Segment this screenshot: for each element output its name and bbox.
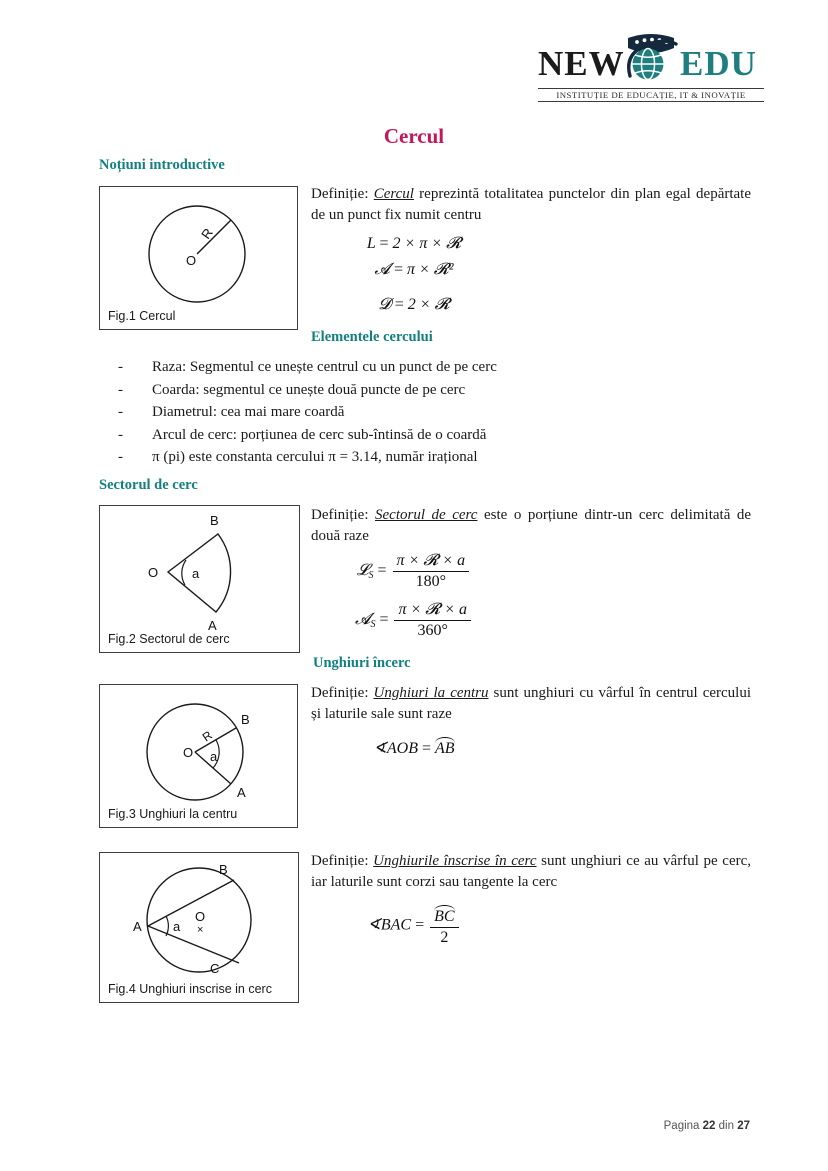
arc-overline (434, 905, 454, 911)
figure-3-point-a: A (237, 785, 246, 800)
definition-cercul (311, 184, 751, 226)
globe-shield-icon (616, 32, 686, 86)
definition-body-4: sunt unghiuri ce au vârful pe cerc, iar laturile sunt corzi sau tangente la cerc (311, 853, 752, 890)
figure-4-point-c: C (210, 961, 220, 976)
figure-4-point-a: A (133, 919, 142, 934)
formula-sector-area-lhs: 𝓐 (354, 611, 371, 629)
list-item-label: Diametrul: cea mai mare coardă (152, 404, 345, 421)
definition-sectorul-de-cerc (311, 505, 751, 547)
arc-overline (435, 737, 455, 743)
formula-sector-length-sub: S (368, 570, 374, 582)
list-item-label: Raza: Segmentul ce unește centrul cu un punct de pe cerc (152, 359, 497, 375)
footer-total-pages: 27 (737, 1120, 750, 1132)
definition-term-unghiuri-centru: Unghiuri la centru (373, 685, 489, 701)
definition-term-cercul: Cercul (373, 186, 414, 202)
section-heading-unghiuri-incerc: Unghiuri încerc (313, 655, 411, 671)
elements-list (110, 356, 730, 469)
figure-1-center-label: O (186, 253, 197, 268)
formula-diameter-lhs: 𝓓 (378, 296, 391, 313)
figure-4-caption: Fig.4 Unghiuri inscrise in cerc (108, 982, 272, 996)
formula-diameter-rhs: 2 × 𝓡 (407, 296, 450, 313)
formula-area: 𝓐 = π × 𝓡² (374, 261, 454, 278)
figure-3-center-label: O (183, 745, 194, 760)
formula-sector-area: 𝓐$_S$ = $\frac{\text{π × 𝓡 × a}}{360^\circ}$ (0, 601, 828, 640)
formula-central-angle-arc (435, 737, 455, 758)
formula-sector-length: 𝓛$_S$ = $\frac{\text{π × 𝓡 × a}}{180^\circ}$ (0, 552, 828, 591)
figure-2-point-a: A (208, 618, 217, 633)
formula-sector-area-sub: S (370, 619, 376, 631)
definition-unghiuri-inscrise (311, 851, 751, 893)
page-footer (664, 1120, 750, 1132)
formula-inscribed-angle-lhs: ∢BAC (367, 916, 412, 934)
figure-2-center-label: O (148, 565, 159, 580)
figure-4-point-b: B (219, 862, 228, 877)
logo-word-edu: EDU (680, 44, 757, 83)
list-bullet: - (118, 381, 123, 398)
figure-3-point-b: B (241, 712, 250, 727)
formula-area-rhs: π × 𝓡² (406, 261, 454, 278)
formula-sector-length-fraction (393, 552, 470, 591)
definition-label-4: Definiție: (311, 853, 369, 869)
formula-central-angle-lhs: ∢AOB (373, 740, 418, 757)
formula-circumference-lhs: L (366, 235, 376, 252)
formula-inscribed-angle-denominator: 2 (440, 929, 449, 946)
figure-2-point-b: B (210, 513, 219, 528)
list-bullet: - (118, 359, 123, 375)
footer-prefix: Pagina (663, 1120, 700, 1132)
figure-4-center-label: O (195, 909, 206, 924)
list-bullet: - (118, 449, 123, 466)
brand-logo (534, 32, 766, 108)
list-item-label: π (pi) este constanta cercului π = 3.14, număr irațional (152, 449, 478, 466)
logo-tagline: INSTITUȚIE DE EDUCAȚIE, IT & INOVAȚIE (538, 88, 764, 102)
definition-unghiuri-la-centru (311, 683, 751, 725)
formula-sector-length-denominator: 180° (415, 573, 447, 590)
formula-sector-length-numerator: π × 𝓡 × a (393, 552, 470, 572)
list-bullet: - (118, 426, 123, 443)
list-item (110, 356, 730, 379)
formula-area-lhs: 𝓐 (374, 261, 390, 278)
figure-2-angle-label: a (192, 566, 200, 581)
figure-3-radius-label: R (199, 728, 215, 745)
figure-4-angle-label: a (173, 919, 181, 934)
list-item (110, 401, 730, 424)
list-item (110, 424, 730, 447)
formula-central-angle-rhs: AB (435, 740, 455, 757)
section-heading-sectorul-de-cerc: Sectorul de cerc (99, 477, 198, 493)
definition-body-3: sunt unghiuri cu vârful în centrul cercului și laturile sale sunt raze (311, 685, 752, 722)
formula-central-angle: ∢AOB = AB (0, 737, 828, 758)
definition-body-1: reprezintă totalitatea punctelor din plan egal depărtate de un punct fix numit centru (311, 186, 752, 223)
definition-body-2: este o porțiune dintr-un cerc delimitată de două raze (311, 507, 752, 544)
figure-1-radius-label: R (198, 225, 216, 242)
formula-inscribed-arc (434, 905, 454, 926)
figure-3-angle-label: a (210, 749, 218, 764)
definition-label-1: Definiție: (311, 186, 369, 202)
logo-word-new: NEW (538, 44, 625, 83)
page-title: Cercul (383, 124, 445, 148)
formula-diameter: 𝓓 = 2 × 𝓡 (378, 296, 450, 313)
definition-label-2: Definiție: (311, 507, 369, 523)
formula-sector-area-denominator: 360° (417, 622, 448, 639)
formula-sector-area-numerator: π × 𝓡 × a (394, 601, 471, 621)
formula-inscribed-angle-numerator-wrap (430, 905, 458, 928)
footer-current-page: 22 (702, 1120, 716, 1132)
list-item (110, 379, 730, 402)
section-heading-notiuni-introductive: Noțiuni introductive (99, 157, 225, 173)
footer-middle: din (718, 1120, 734, 1132)
definition-term-unghiuri-inscrise: Unghiurile înscrise în cerc (373, 853, 537, 869)
formula-circumference-rhs: 2 × π × 𝓡 (392, 235, 462, 252)
logo-wordmark (534, 32, 766, 88)
list-item (110, 446, 730, 469)
list-item-label: Arcul de cerc: porțiunea de cerc sub-întinsă de o coardă (152, 426, 487, 443)
section-heading-elementele-cercului: Elementele cercului (311, 329, 433, 345)
formula-circumference: L = 2 × π × 𝓡 (366, 235, 462, 252)
figure-3-caption: Fig.3 Unghiuri la centru (108, 807, 238, 821)
list-item-label: Coarda: segmentul ce unește două puncte de pe cerc (152, 381, 466, 398)
list-bullet: - (118, 404, 123, 421)
definition-term-sector: Sectorul de cerc (375, 507, 478, 523)
formula-sector-area-fraction (394, 601, 471, 640)
figure-4-center-marker: × (197, 924, 204, 936)
figure-1-caption: Fig.1 Cercul (108, 309, 176, 323)
formula-inscribed-angle-numerator: BC (434, 908, 455, 925)
formula-inscribed-angle-fraction (430, 905, 458, 947)
definition-label-3: Definiție: (311, 685, 369, 701)
formula-inscribed-angle: ∢BAC = $\frac{BC}{2}$ (0, 905, 828, 947)
figure-2-caption: Fig.2 Sectorul de cerc (108, 632, 230, 646)
formula-sector-length-lhs: 𝓛 (356, 562, 369, 580)
